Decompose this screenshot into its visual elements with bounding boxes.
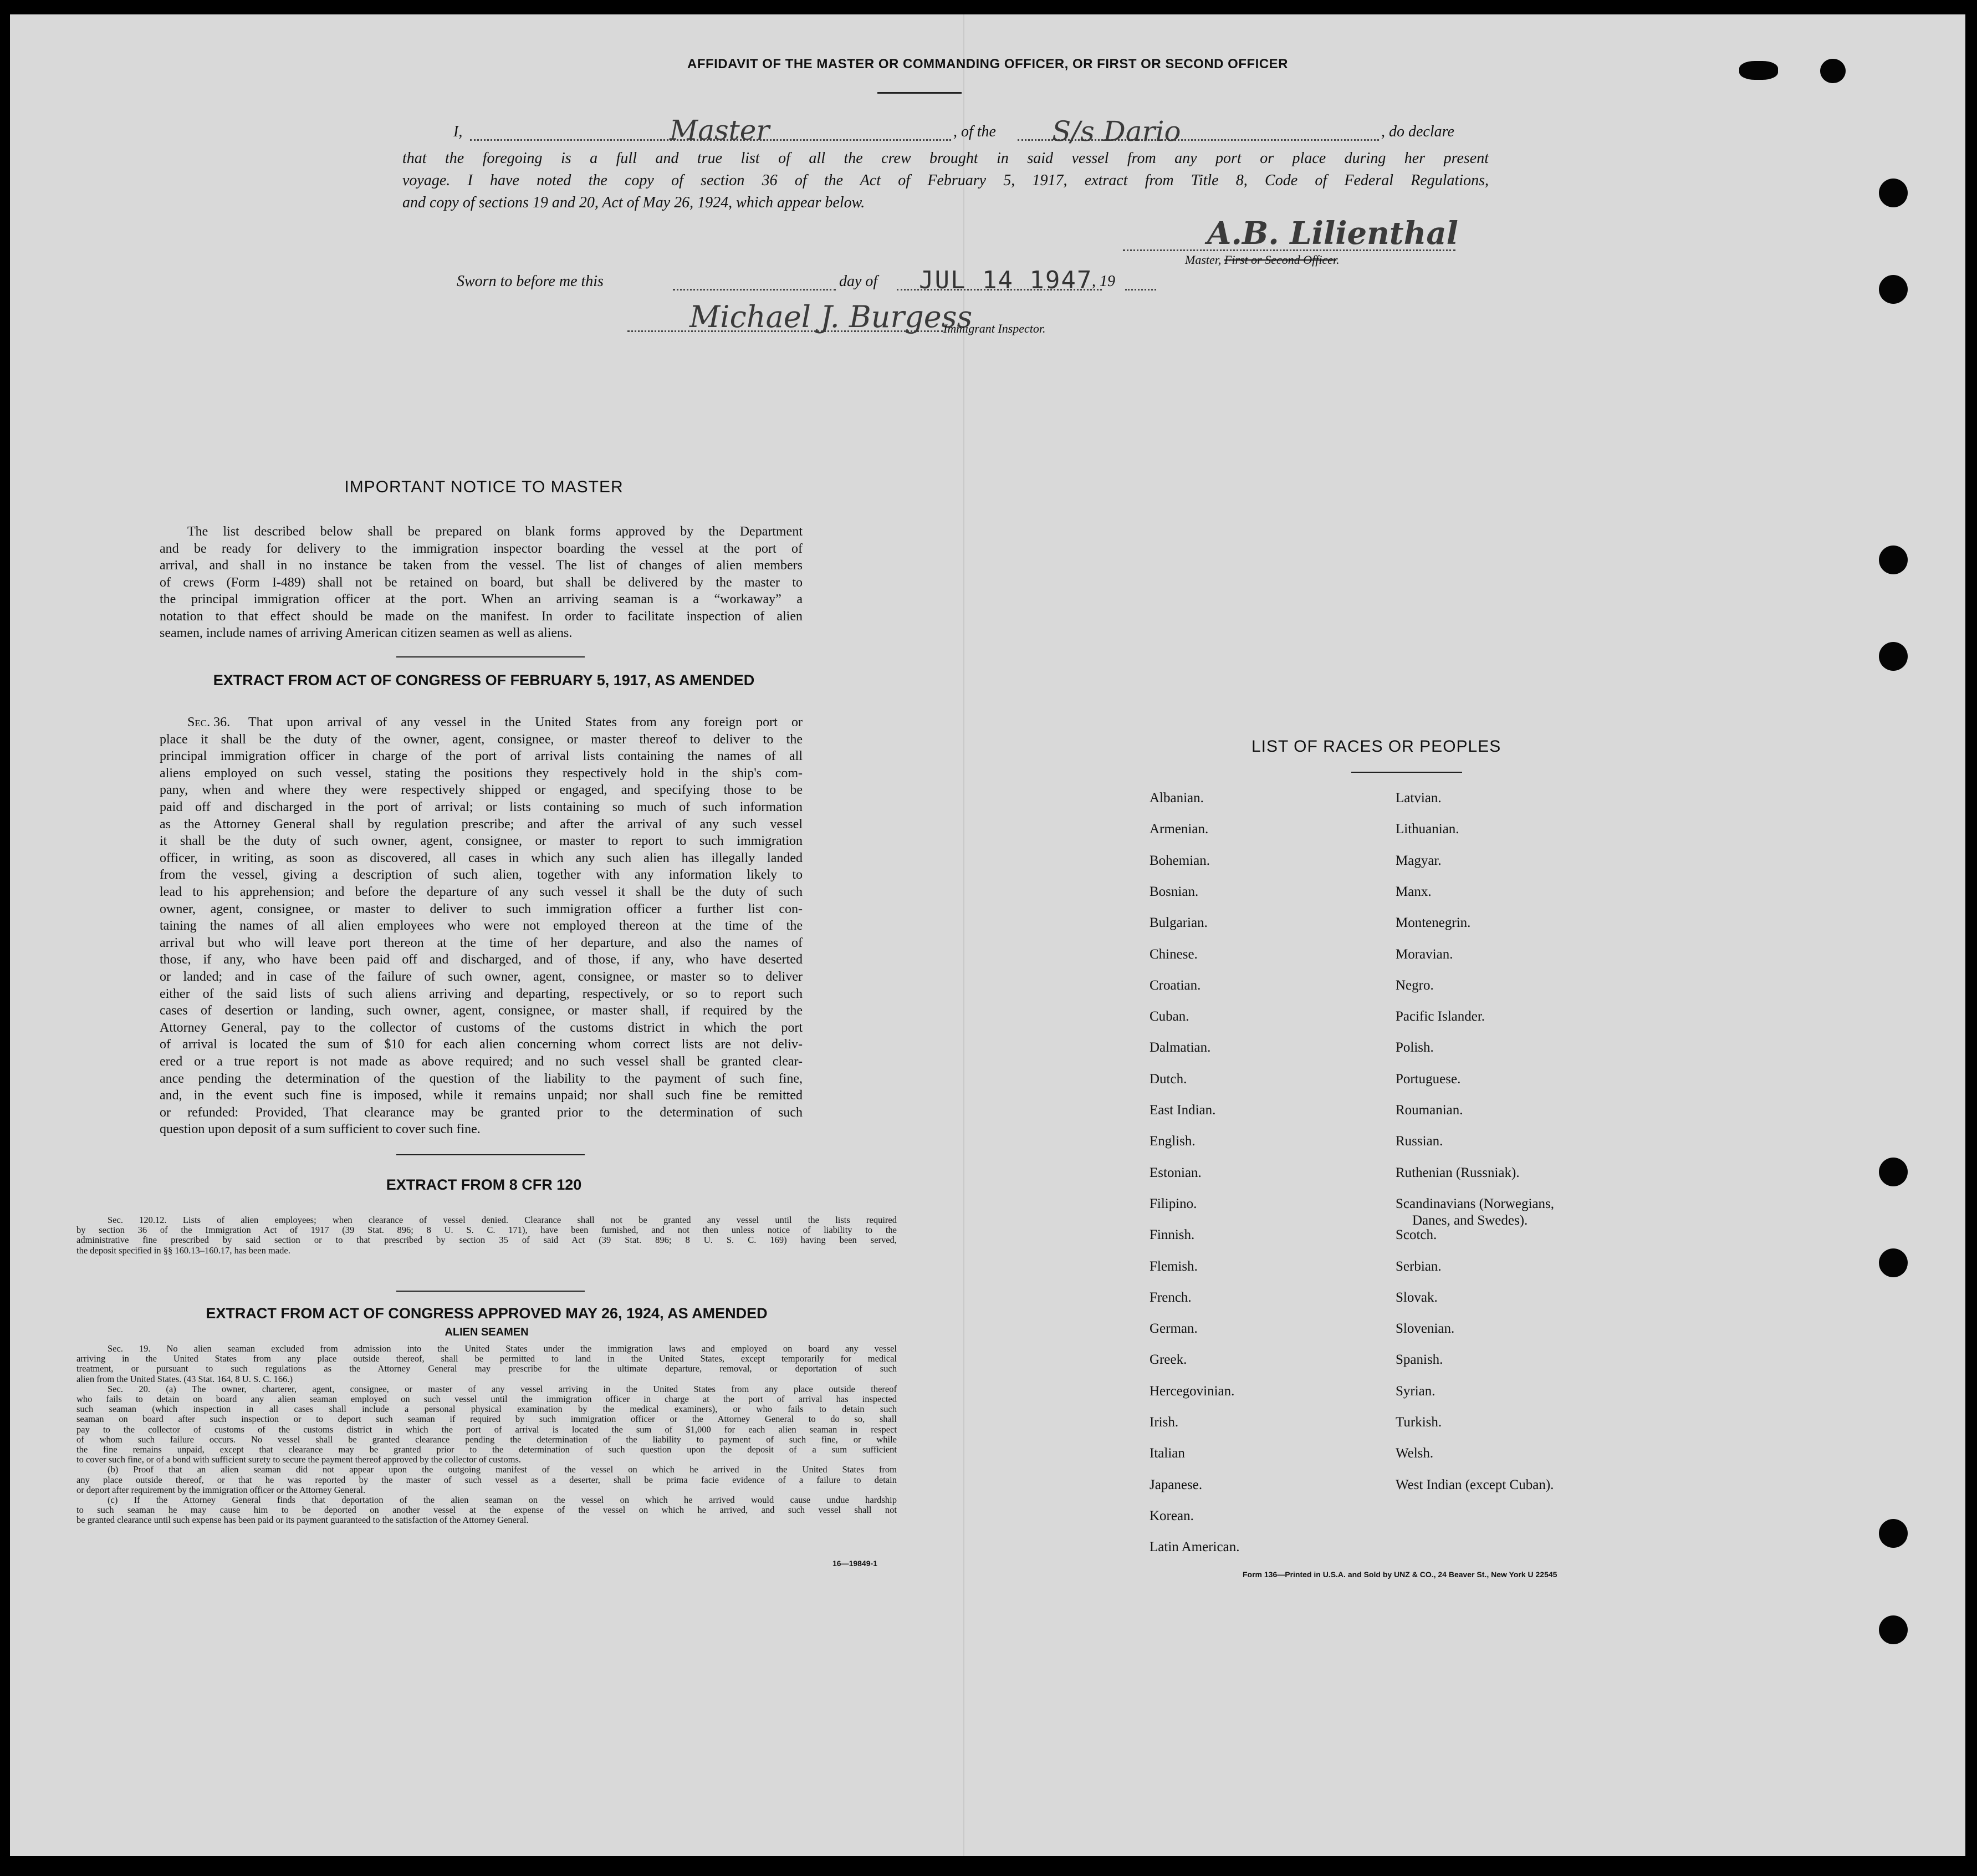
signature-caption-suffix: . (1336, 253, 1340, 267)
affidavit-body-3: and copy of sections 19 and 20, Act of May 26, 1924, which appear below. (402, 194, 865, 211)
extract-1917-line: paid off and discharged in the port of arrival; or lists containing so much of such information (160, 800, 803, 814)
punch-hole (1879, 1615, 1908, 1644)
extract-1917-line: of arrival is located the sum of $10 for each alien concerning whom correct lists are not deliv- (160, 1037, 803, 1052)
extract-1917-line: owner, agent, consignee, or master to deliver to such immigration officer a further list con- (160, 901, 803, 916)
cfr-line: Sec. 120.12. Lists of alien employees; when clearance of vessel denied. Clearance shall not be granted any vessel until the lists required (108, 1215, 897, 1225)
race-item: Negro. (1396, 977, 1434, 993)
race-item: Ruthenian (Russniak). (1396, 1165, 1520, 1180)
race-item: Dutch. (1150, 1071, 1187, 1087)
race-item: Croatian. (1150, 977, 1201, 993)
extract-1924-line: of whom such failure occurs. No vessel shall be granted clearance pending the determination of the liability to payment of such fine, or while (76, 1434, 897, 1445)
signature-caption (1185, 253, 1340, 267)
race-item: Moravian. (1396, 946, 1453, 962)
race-item: Hercegovinian. (1150, 1383, 1235, 1399)
date-stamp: JUL 14 1947 (919, 266, 1093, 294)
race-item: German. (1150, 1321, 1198, 1337)
cfr-line: the deposit specified in §§ 160.13–160.17, has been made. (76, 1245, 290, 1256)
notice-line: seamen, include names of arriving American citizen seamen as well as aliens. (160, 626, 573, 640)
race-item: Korean. (1150, 1508, 1194, 1523)
race-item: Polish. (1396, 1040, 1434, 1056)
notice-line: the principal immigration officer at the port. When an arriving seaman is a “workaway” a (160, 592, 803, 606)
extract-1917-line: as the Attorney General shall by regulation prescribe; and after the arrival of any such vessel (160, 817, 803, 832)
race-item: Welsh. (1396, 1446, 1434, 1461)
notice-line: The list described below shall be prepared on blank forms approved by the Department (187, 524, 803, 539)
race-item: Irish. (1150, 1415, 1179, 1430)
extract-1917-line: it shall be the duty of such owner, agent, consignee, or master to report to such immigration (160, 834, 803, 849)
race-item: English. (1150, 1134, 1196, 1149)
punch-hole (1879, 1519, 1908, 1548)
sworn-day-line (673, 289, 836, 290)
races-right-column (1396, 791, 1684, 1578)
extract-1917-title: EXTRACT FROM ACT OF CONGRESS OF FEBRUARY 5, 1917, AS AMENDED (213, 672, 755, 689)
notice-line: arrival, and shall in no instance be taken from the vessel. The list of changes of alien members (160, 558, 803, 573)
race-item: Finnish. (1150, 1227, 1195, 1243)
race-item: Serbian. (1396, 1258, 1442, 1274)
race-item: French. (1150, 1289, 1192, 1305)
race-item: Pacific Islander. (1396, 1009, 1485, 1024)
race-item: Flemish. (1150, 1258, 1198, 1274)
inspector-handwritten: Michael J. Burgess (689, 299, 973, 334)
extract-1924-line: who fails to detain on board any alien seaman employed on such vessel until the immigration officer in charge at the port of arrival has inspected (76, 1394, 897, 1404)
extract-1917-line: aliens employed on such vessel, stating the positions they respectively hold in the ship's com- (160, 766, 803, 781)
day-of-label: day of (839, 273, 878, 290)
race-item: Scandinavians (Norwegians, (1396, 1196, 1555, 1211)
signature-caption-prefix: Master, (1185, 253, 1224, 267)
race-item: Latvian. (1396, 791, 1442, 806)
extract-1924-line: pay to the collector of customs of the customs district in which the port of arrival is located the sum of $1,000 for each alien seaman in respect (76, 1424, 897, 1435)
extract-1917-line: principal immigration officer in charge of the port of arrival lists containing the names of all (160, 749, 803, 764)
punch-hole (1879, 275, 1908, 304)
extract-1924-title: EXTRACT FROM ACT OF CONGRESS APPROVED MAY 26, 1924, AS AMENDED (206, 1305, 768, 1322)
extract-1924-line: be granted clearance until such expense has been paid or its payment guaranteed to the satisfaction of the Attorney General. (76, 1515, 529, 1526)
extract-1924-line: arriving in the United States from any place outside thereof, shall be permitted to land in the United States, except temporarily for medical (76, 1353, 897, 1364)
extract-1917-line: ance pending the determination of the question of the liability to the payment of such fine, (160, 1071, 803, 1086)
extract-1917-line: taining the names of all alien employees who were not employed thereon at the time of the (160, 919, 803, 934)
extract-1917-line: question upon deposit of a sum sufficient to cover such fine. (160, 1122, 481, 1137)
affidavit-body-1: that the foregoing is a full and true list of all the crew brought in said vessel from any port or place during her present (402, 150, 1489, 167)
extract-1924-subtitle: ALIEN SEAMEN (445, 1326, 529, 1338)
document-page (10, 14, 1965, 1856)
master-handwritten: Master (670, 114, 770, 146)
cfr-line: by section 36 of the Immigration Act of 1917 (39 Stat. 896; 8 U. S. C. 171), have been furnished, and not then unless notice of liability to the (76, 1225, 897, 1236)
race-item: Italian (1150, 1446, 1185, 1461)
signature-handwritten: A.B. Lilienthal (1207, 215, 1458, 252)
race-item: Armenian. (1150, 822, 1209, 837)
race-item: Chinese. (1150, 946, 1198, 962)
sworn-label: Sworn to before me this (457, 273, 604, 290)
extract-1924-line: or deport after requirement by the immigration officer or the Attorney General. (76, 1484, 366, 1495)
extract-1924-line: any place outside thereof, or that he was reported by the master of such vessel as a deserter, shall be prima facie evidence of a failure to detain (76, 1474, 897, 1485)
extract-1917-rule (396, 1154, 585, 1155)
extract-1924-body (76, 1344, 897, 1532)
races-left-column (1150, 791, 1382, 1578)
extract-1924-line: the fine remains unpaid, except that clearance may be granted prior to the determination of such question upon the deposit of a sum sufficient (76, 1444, 897, 1455)
extract-1917-line: or landed; and in case of the failure of such owner, agent, consignee, or master so to deliver (160, 970, 803, 984)
extract-1917-line: either of the said lists of such aliens arriving and departing, respectively, or so to report such (160, 986, 803, 1001)
of-the-label: , of the (953, 123, 996, 140)
race-item: Danes, and Swedes). (1412, 1212, 1528, 1228)
race-item: Lithuanian. (1396, 822, 1459, 837)
race-item: Cuban. (1150, 1009, 1189, 1024)
extract-1917-line: from the vessel, giving a description of such alien, together with any information likely to (160, 868, 803, 883)
extract-1924-line: (c) If the Attorney General finds that deportation of the alien seaman on the vessel on which he arrived would cause undue hardship (108, 1495, 897, 1505)
extract-1917-line: That upon arrival of any vessel in the United States from any foreign port or (248, 715, 803, 730)
extract-1924-line: treatment, or pursuant to such regulations as the Attorney General may prescribe for the ultimate departure, removal, or deportation of such (76, 1363, 897, 1374)
extract-1917-line: and, in the event such fine is imposed, while it remains unpaid; nor shall such fine be remitted (160, 1088, 803, 1103)
race-item: Montenegrin. (1396, 915, 1471, 931)
race-item: Greek. (1150, 1352, 1187, 1368)
punch-hole (1879, 1158, 1908, 1186)
extract-1917-line: place it shall be the duty of the owner, agent, consignee, or master thereof to deliver to the (160, 732, 803, 747)
punch-hole (1879, 1248, 1908, 1277)
extract-1917-line: lead to his apprehension; and before the departure of any such vessel it shall be the duty of such (160, 885, 803, 899)
extract-1917-line: or refunded: Provided, That clearance may be granted prior to the determination of such (160, 1105, 803, 1120)
race-item: Turkish. (1396, 1415, 1442, 1430)
race-item: Bulgarian. (1150, 915, 1208, 931)
i-label: I, (453, 123, 463, 140)
vessel-handwritten: S/s Dario (1052, 115, 1181, 147)
extract-1917-line: ered or a true report is not made as above required; and no such vessel shall be granted clear- (160, 1054, 803, 1069)
race-item: Bohemian. (1150, 853, 1210, 868)
race-item: East Indian. (1150, 1103, 1216, 1118)
race-item: Japanese. (1150, 1477, 1203, 1492)
race-item: Spanish. (1396, 1352, 1443, 1368)
race-item: Roumanian. (1396, 1103, 1463, 1118)
form-footer-note: Form 136—Printed in U.S.A. and Sold by UNZ & CO., 24 Beaver St., New York U 22545 (1243, 1570, 1557, 1579)
notice-rule (396, 656, 585, 657)
cfr-title: EXTRACT FROM 8 CFR 120 (386, 1176, 582, 1193)
form-code: 16—19849-1 (832, 1559, 877, 1568)
punch-hole (1879, 179, 1908, 207)
race-item: Estonian. (1150, 1165, 1202, 1180)
extract-1924-line: Sec. 20. (a) The owner, charterer, agent, consignee, or master of any vessel arriving in the United States from any place outside thereof (108, 1383, 897, 1394)
race-item: West Indian (except Cuban). (1396, 1477, 1554, 1492)
extract-1917-line: those, if any, who have been paid off and discharged, and of those, if any, who have deserted (160, 952, 803, 967)
extract-1917-line: cases of desertion or landing, such owner, agent, consignee, or master shall, if required by the (160, 1003, 803, 1018)
race-item: Magyar. (1396, 853, 1442, 868)
extract-1917-line: arrival but who will leave port thereon at the time of her departure, and also the names of (160, 935, 803, 950)
year-line (1125, 289, 1156, 290)
extract-1924-line: to such seaman he may cause him to be deported on another vessel at the expense of the vessel on which he arrived, and such vessel shall not (76, 1505, 897, 1516)
notice-line: notation to that effect should be made on the manifest. In order to facilitate inspection of alien (160, 609, 803, 624)
punch-hole (1879, 642, 1908, 671)
year-suffix: , 19 (1092, 273, 1115, 290)
extract-1924-line: seaman on board after such inspection or to deport such seaman if required by such immigration officer or the Attorney General to do so, shall (76, 1414, 897, 1425)
notice-line: and be ready for delivery to the immigration inspector boarding the vessel at the port of (160, 541, 803, 556)
race-item: Filipino. (1150, 1196, 1197, 1211)
extract-1917-line: officer, in writing, as soon as discovered, all cases in which any such alien has illegally landed (160, 850, 803, 865)
extract-1924-line: Sec. 19. No alien seaman excluded from admission into the United States under the immigration laws and employed on board any vessel (108, 1343, 897, 1354)
title-rule (877, 92, 962, 94)
extract-1917-line: pany, when and where they were respectively shipped or engaged, and specifying those to be (160, 783, 803, 798)
extract-1917-line: Attorney General, pay to the collector of customs of the customs district in which the port (160, 1020, 803, 1035)
race-item: Bosnian. (1150, 884, 1199, 899)
race-item: Albanian. (1150, 791, 1204, 806)
extract-1917-body (160, 714, 803, 1152)
inspector-label: Immigrant Inspector. (943, 322, 1046, 335)
affidavit-title: AFFIDAVIT OF THE MASTER OR COMMANDING OFFICER, OR FIRST OR SECOND OFFICER (687, 57, 1289, 72)
sec-36-label: Sec. 36. (187, 715, 231, 730)
race-item: Scotch. (1396, 1227, 1437, 1243)
races-title: LIST OF RACES OR PEOPLES (1251, 737, 1501, 756)
notice-title: IMPORTANT NOTICE TO MASTER (344, 478, 624, 496)
cfr-rule (396, 1291, 585, 1292)
extract-1924-line: to cover such fine, or of a bond with sufficient surety to secure the payment thereof approved by the collector of customs. (76, 1454, 521, 1465)
extract-1924-line: such seaman (which inspection in all cases shall include a personal physical examination by the medical examiners), or who fails to detain such (76, 1404, 897, 1415)
punch-hole (1879, 546, 1908, 574)
extract-1924-line: alien from the United States. (43 Stat. 164, 8 U. S. C. 166.) (76, 1373, 293, 1384)
notice-line: of crews (Form I-489) shall not be retained on board, but shall be delivered by the master to (160, 575, 803, 590)
races-rule (1351, 772, 1462, 773)
race-item: Dalmatian. (1150, 1040, 1211, 1056)
race-item: Slovenian. (1396, 1321, 1455, 1337)
affidavit-body-2: voyage. I have noted the copy of section 36 of the Act of February 5, 1917, extract from Title 8, Code of Federal Regulations, (402, 172, 1489, 189)
race-item: Russian. (1396, 1134, 1443, 1149)
cfr-line: administrative fine prescribed by said section or to that prescribed by section 35 of said Act (39 Stat. 896; 8 U. S. C. 169) having been served, (76, 1235, 897, 1246)
race-item: Latin American. (1150, 1539, 1240, 1555)
race-item: Portuguese. (1396, 1071, 1461, 1087)
race-item: Syrian. (1396, 1383, 1436, 1399)
signature-caption-struck: First or Second Officer (1224, 253, 1337, 267)
race-item: Slovak. (1396, 1289, 1438, 1305)
declare-label: , do declare (1381, 123, 1454, 140)
cfr-body (76, 1215, 897, 1260)
extract-1924-line: (b) Proof that an alien seaman did not appear upon the outgoing manifest of the vessel on which he arrived in the United States from (108, 1464, 897, 1475)
race-item: Manx. (1396, 884, 1432, 899)
